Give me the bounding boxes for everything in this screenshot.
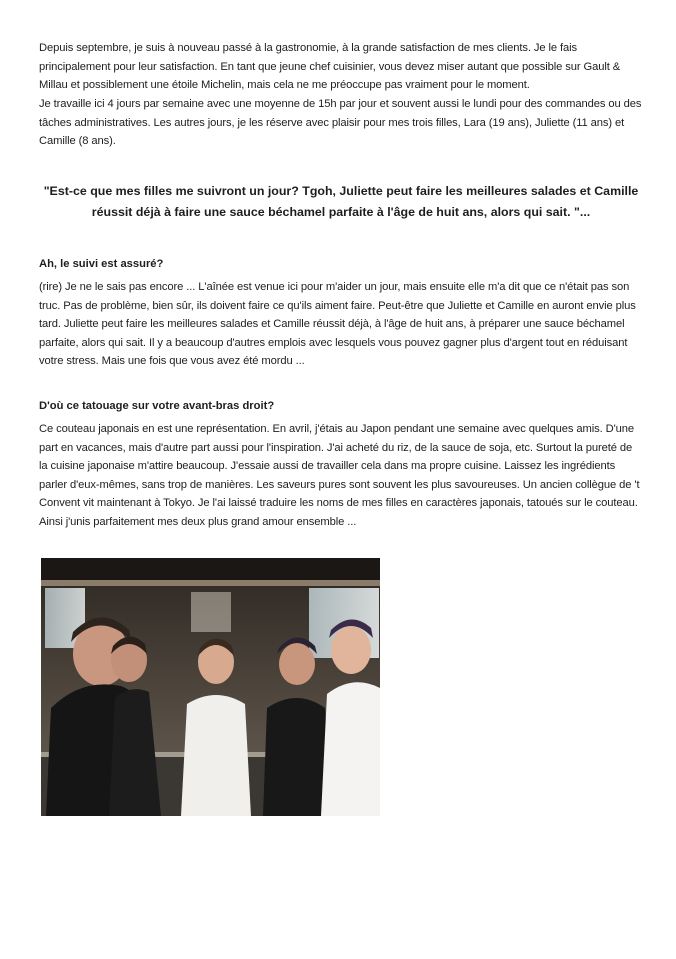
- question-heading-succession: Ah, le suivi est assuré?: [39, 258, 164, 270]
- intro-paragraph: Depuis septembre, je suis à nouveau passé à la gastronomie, à la grande satisfaction de mes clients. Je le fais principalement pour leur satisfaction. En tant que jeune chef cuisinier, vous devez miser autant que possible sur Gault & Millau et possiblement une étoile Michelin, mais cela ne me préoccupe pas vraiment pour le moment.: [39, 42, 621, 92]
- kitchen-team-photo: [41, 558, 380, 816]
- question-heading-tattoo: D'où ce tatouage sur votre avant-bras droit?: [39, 400, 275, 412]
- pull-quote: "Est-ce que mes filles me suivront un jour? Tgoh, Juliette peut faire les meilleures salades et Camille réussit déjà à faire une sauce béchamel parfaite à l'âge de huit ans, alors qui sait. "...: [43, 184, 639, 219]
- answer-succession: (rire) Je ne le sais pas encore ... L'aînée est venue ici pour m'aider un jour, mais ensuite elle m'a dit que ce n'était pas son truc. Pas de problème, bien sûr, ils doivent faire ce qu'ils aiment faire. Peut-être que Juliette et Camille en auront envie plus tard. Juliette peut faire les meilleures salades et Camille réussit déjà, à l'âge de huit ans, à préparer une sauce béchamel parfaite, alors qui sait. Il y a beaucoup d'autres emplois avec lesquels vous pouvez gagner plus d'argent tout en réduisant votre stress. Mais une fois que vous avez été mordu ...: [39, 281, 636, 368]
- answer-tattoo: Ce couteau japonais en est une représentation. En avril, j'étais au Japon pendant une semaine avec quelques amis. D'une part en vacances, mais d'autre part aussi pour l'inspiration. J'ai acheté du riz, de la sauce de soja, etc. Surtout la pureté de la cuisine japonaise m'attire beaucoup. J'essaie aussi de travailler cela dans ma propre cuisine. Laissez les ingrédients parler d'eux-mêmes, sans trop de manières. Les saveurs pures sont souvent les plus savoureuses. Un ancien collègue de 't Convent vit maintenant à Tokyo. Je l'ai laissé traduire les noms de mes filles en caractères japonais, tatoués sur le couteau. Ainsi j'unis parfaitement mes deux plus grand amour ensemble ...: [39, 423, 640, 528]
- schedule-paragraph: Je travaille ici 4 jours par semaine avec une moyenne de 15h par jour et souvent aussi le lundi pour des commandes ou des tâches administratives. Les autres jours, je les réserve avec plaisir pour mes trois filles, Lara (19 ans), Juliette (11 ans) et Camille (8 ans).: [39, 98, 642, 148]
